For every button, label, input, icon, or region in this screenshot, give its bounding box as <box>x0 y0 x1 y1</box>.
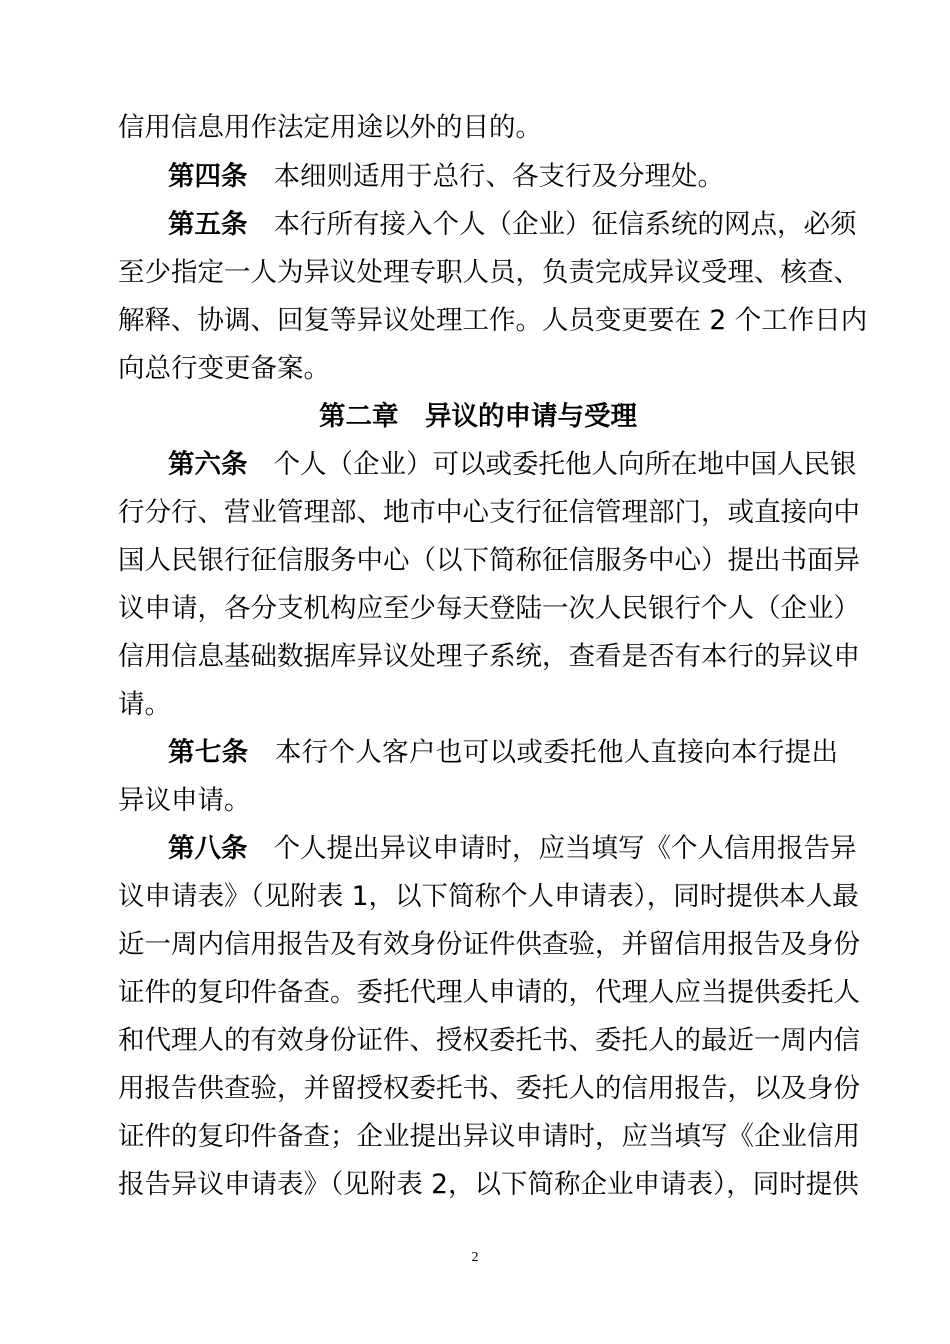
text-line: 信用信息用作法定用途以外的目的。 <box>118 112 542 143</box>
chapter-title: 第二章 异议的申请与受理 <box>319 401 637 432</box>
text-line: 报告异议申请表》（见附表 2，以下简称企业申请表），同时提供 <box>118 1169 859 1200</box>
text-line: 国人民银行征信服务中心（以下简称征信服务中心）提出书面异 <box>118 545 860 576</box>
text-line: 证件的复印件备查；企业提出异议申请时，应当填写《企业信用 <box>118 1121 860 1152</box>
text-line: 信用信息基础数据库异议处理子系统，查看是否有本行的异议申 <box>118 641 860 672</box>
text-line: 议申请，各分支机构应至少每天登陆一次人民银行个人（企业） <box>118 593 860 624</box>
text-line: 向总行变更备案。 <box>118 353 330 384</box>
article-heading: 第四条 <box>168 161 248 192</box>
text-line: 议申请表》（见附表 1，以下简称个人申请表），同时提供本人最 <box>118 881 859 912</box>
text-line: 至少指定一人为异议处理专职人员，负责完成异议受理、核查、 <box>118 257 860 288</box>
text-line: 异议申请。 <box>118 785 251 816</box>
article-6-paragraph: 第六条 个人（企业）可以或委托他人向所在地中国人民银 <box>168 449 857 480</box>
text-line: 用报告供查验，并留授权委托书、委托人的信用报告，以及身份 <box>118 1073 860 1104</box>
text-line: 行分行、营业管理部、地市中心支行征信管理部门，或直接向中 <box>118 497 860 528</box>
article-heading: 第五条 <box>168 209 248 240</box>
article-heading: 第六条 <box>168 449 248 480</box>
text-line: 近一周内信用报告及有效身份证件供查验，并留信用报告及身份 <box>118 929 860 960</box>
article-heading: 第八条 <box>168 833 248 864</box>
article-4-paragraph: 第四条 本细则适用于总行、各支行及分理处。 <box>168 161 724 192</box>
text-line: 证件的复印件备查。委托代理人申请的，代理人应当提供委托人 <box>118 977 860 1008</box>
article-5-paragraph: 第五条 本行所有接入个人（企业）征信系统的网点，必须 <box>168 209 857 240</box>
text-line: 和代理人的有效身份证件、授权委托书、委托人的最近一周内信 <box>118 1025 860 1056</box>
text-line: 请。 <box>118 689 171 720</box>
article-8-paragraph: 第八条 个人提出异议申请时，应当填写《个人信用报告异 <box>168 833 857 864</box>
article-7-paragraph: 第七条 本行个人客户也可以或委托他人直接向本行提出 <box>168 737 838 768</box>
text-line: 解释、协调、回复等异议处理工作。人员变更要在 2 个工作日内 <box>118 305 868 336</box>
article-heading: 第七条 <box>168 737 249 768</box>
page-number: 2 <box>471 1250 479 1265</box>
